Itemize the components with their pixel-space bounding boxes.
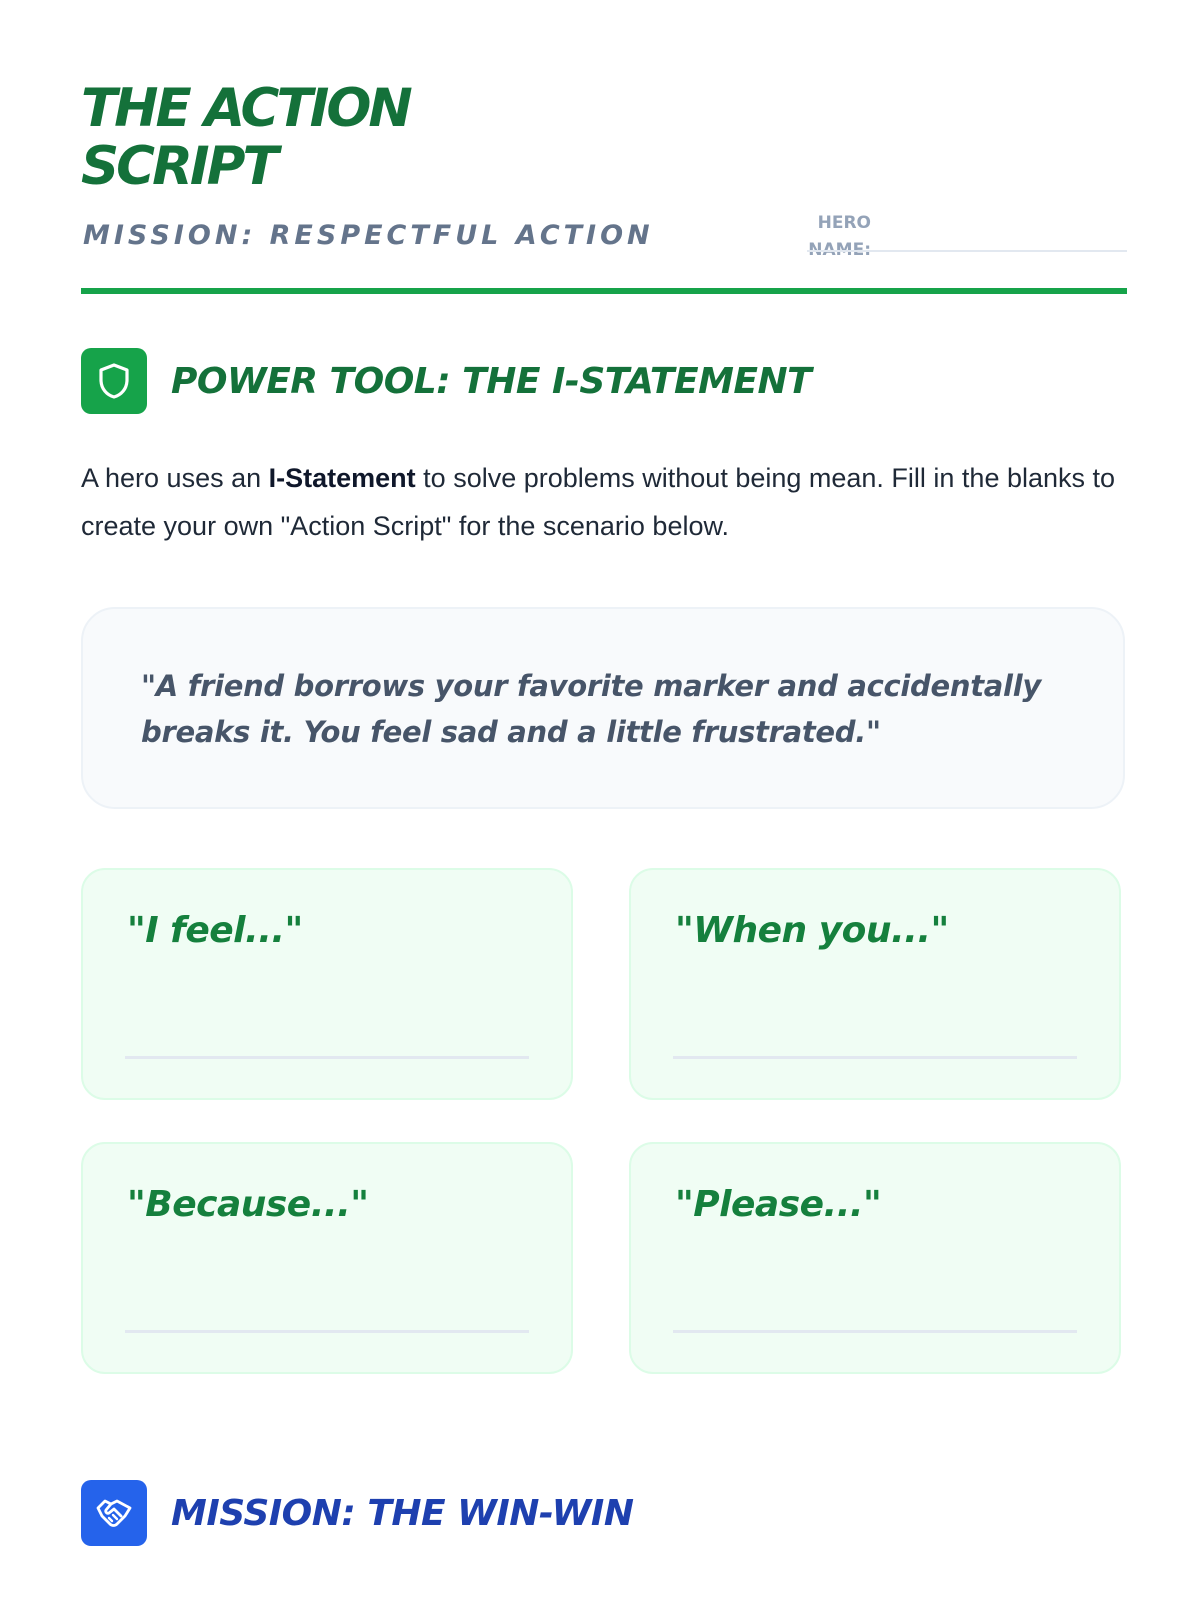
scenario-box <box>81 607 1125 809</box>
answer-line[interactable] <box>125 1056 529 1059</box>
answer-line[interactable] <box>673 1056 1077 1059</box>
page-title-line-1: THE ACTION <box>81 78 410 139</box>
shield-icon <box>81 348 147 414</box>
mission-subtitle: MISSION: RESPECTFUL ACTION <box>83 220 654 251</box>
prompt-card-when-you <box>629 868 1121 1100</box>
scenario-text: "A friend borrows your favorite marker and accidentally breaks it. You feel sad and a little frustrated." <box>141 669 1041 749</box>
section-title-win-win: MISSION: THE WIN-WIN <box>171 1492 634 1534</box>
section-heading-win-win <box>81 1480 633 1546</box>
prompt-label: "I feel..." <box>127 910 303 951</box>
intro-term-i-statement: I-Statement <box>268 463 416 493</box>
intro-text-end: to solve problems without being mean. Fill in the blanks to create your own "Action Script" for the scenario below. <box>81 463 1116 541</box>
prompt-card-because <box>81 1142 573 1374</box>
prompt-card-please <box>629 1142 1121 1374</box>
hero-name-label-line-1: HERO <box>817 213 871 233</box>
section-title-i-statement: POWER TOOL: THE I-STATEMENT <box>171 360 812 402</box>
hero-name-label <box>721 210 871 264</box>
answer-line[interactable] <box>125 1330 529 1333</box>
prompt-label: "When you..." <box>675 910 949 951</box>
prompt-card-i-feel <box>81 868 573 1100</box>
page-title-line-2: SCRIPT <box>81 136 276 197</box>
hero-name-field[interactable] <box>807 250 1127 252</box>
worksheet-page <box>81 0 1127 1600</box>
intro-paragraph <box>81 454 1131 550</box>
prompt-label: "Please..." <box>675 1184 882 1225</box>
header-divider <box>81 288 1127 294</box>
intro-text-start: A hero uses an <box>81 463 269 493</box>
hero-name-label-line-2: NAME: <box>808 240 871 260</box>
answer-line[interactable] <box>673 1330 1077 1333</box>
page-title <box>81 80 410 196</box>
prompt-label: "Because..." <box>127 1184 369 1225</box>
section-heading-i-statement <box>81 348 811 414</box>
handshake-icon <box>81 1480 147 1546</box>
